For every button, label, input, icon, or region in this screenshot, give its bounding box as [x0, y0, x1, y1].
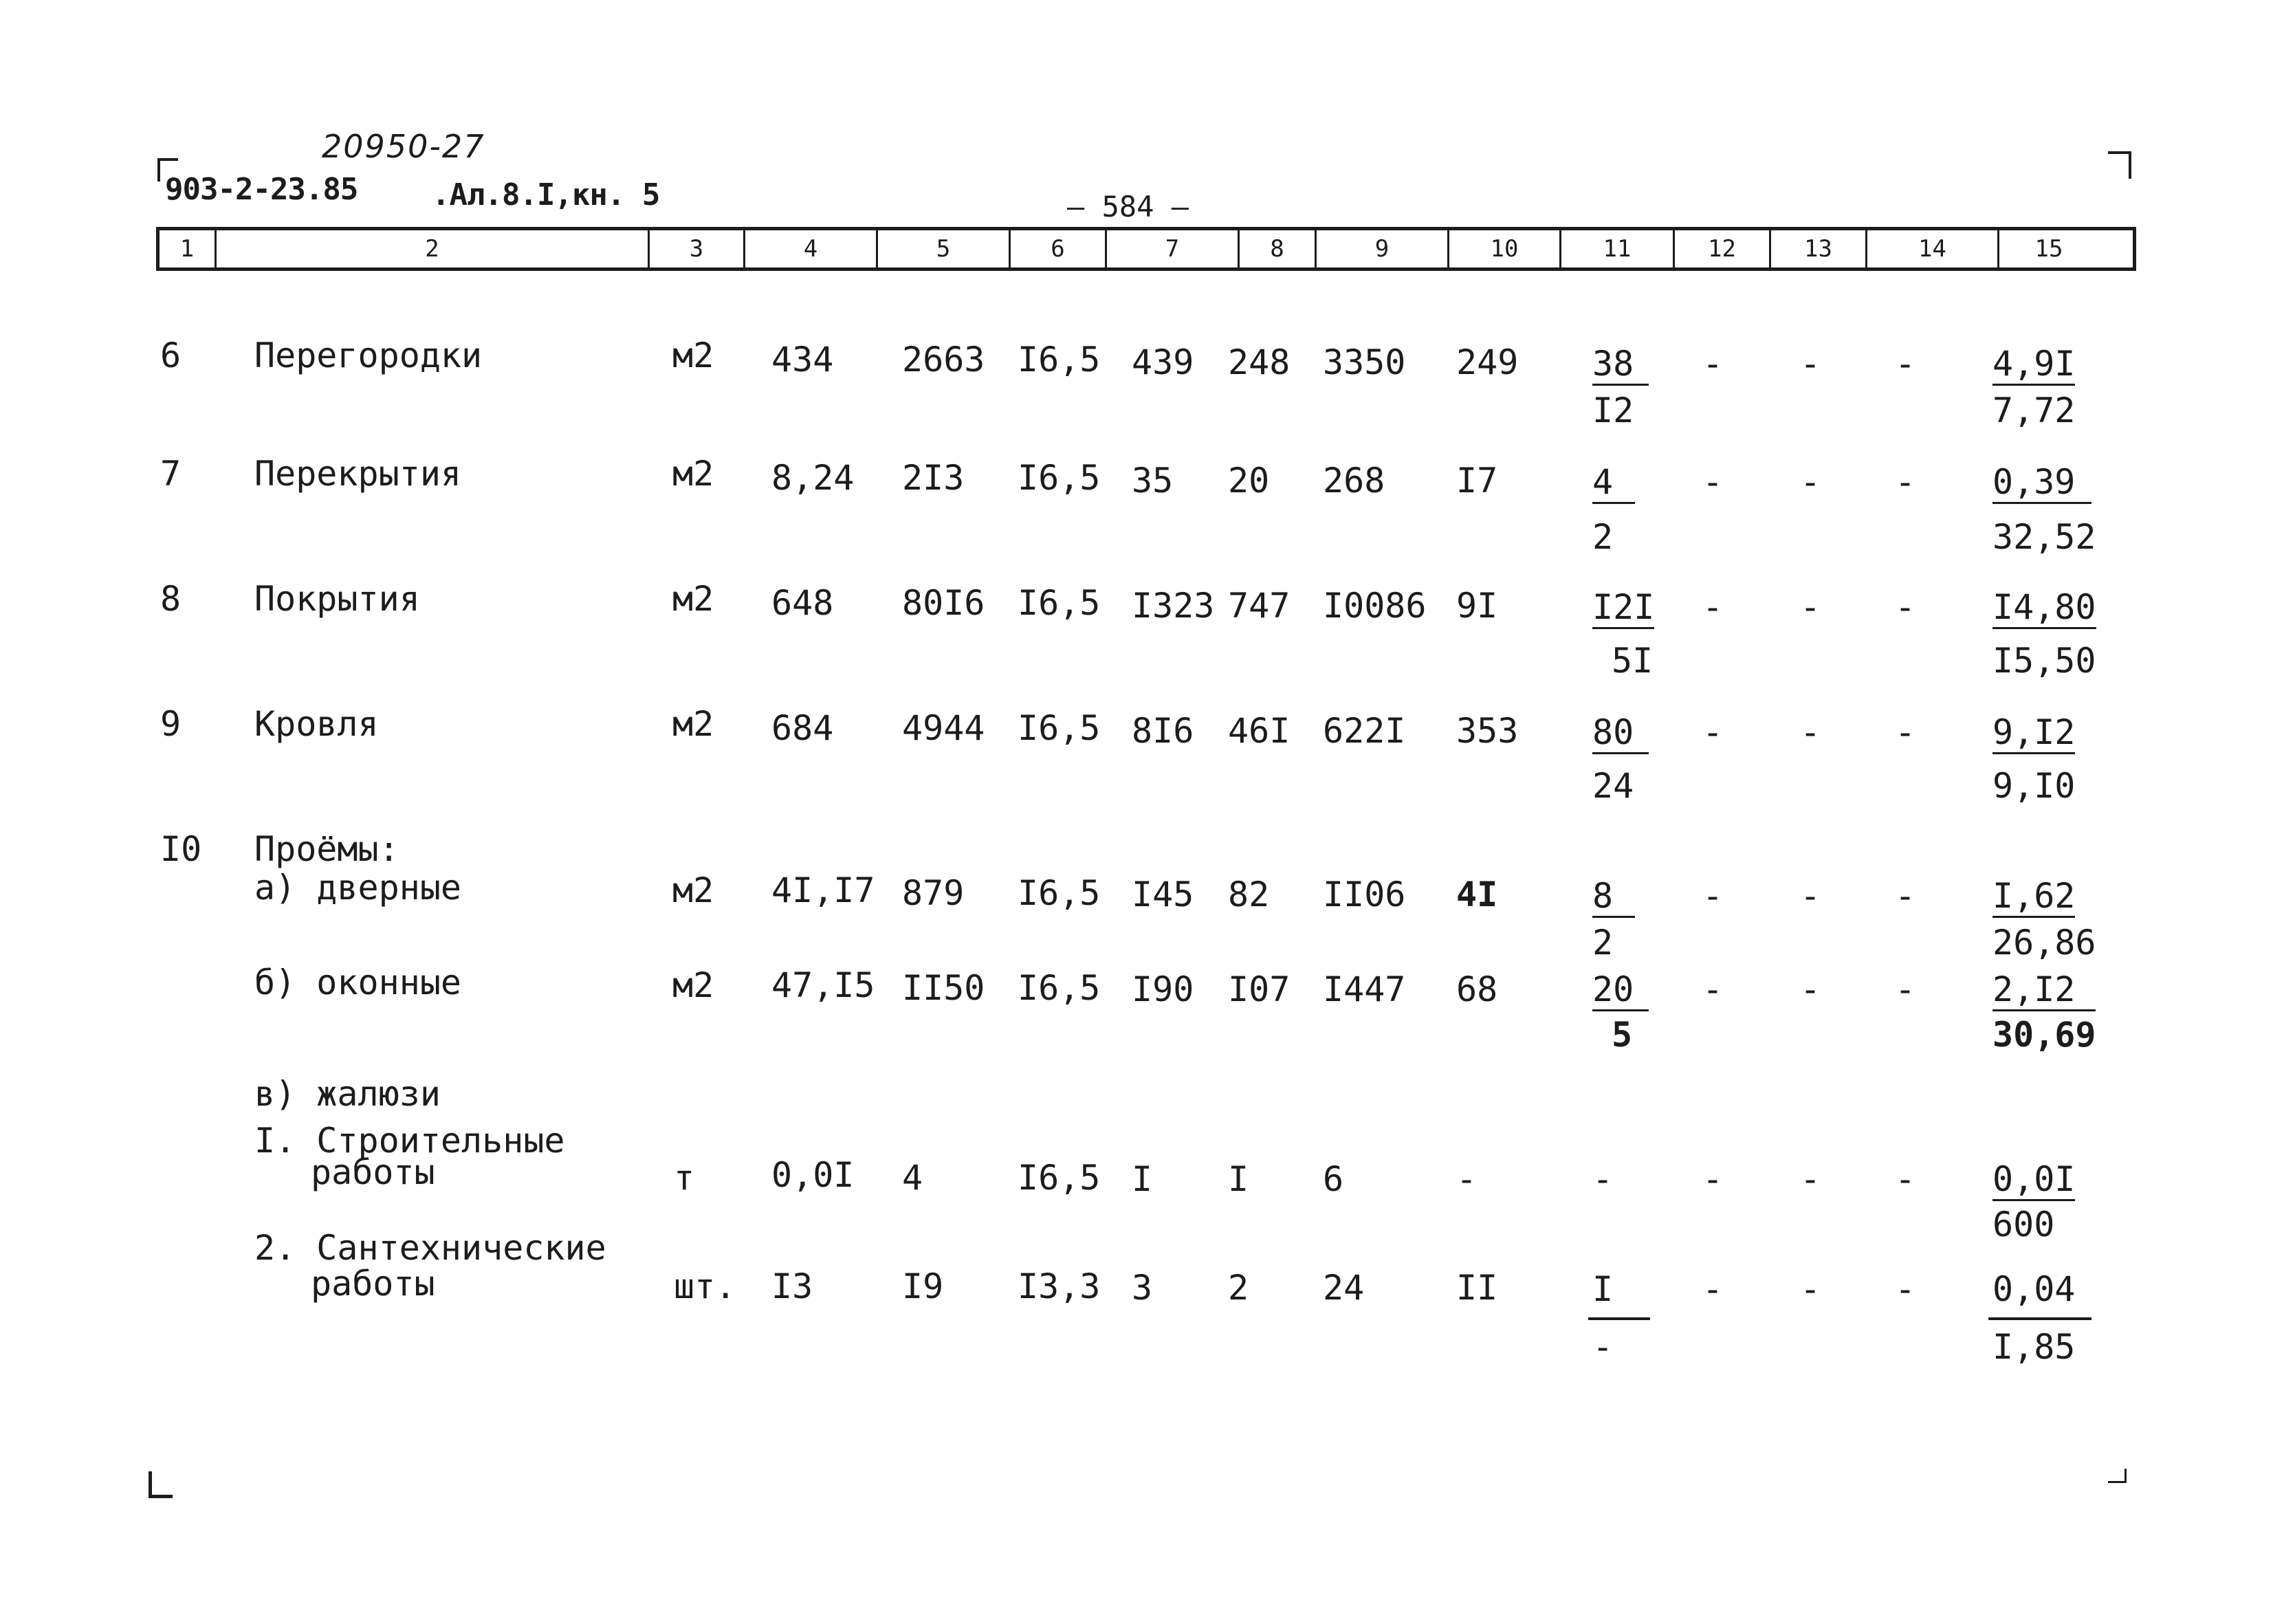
cell-col6: I6,5 — [1018, 1158, 1101, 1198]
cell-col8: 747 — [1228, 586, 1291, 626]
unit: шт. — [674, 1266, 736, 1306]
cell-col14: - — [1895, 969, 1916, 1009]
column-header: 10 — [1449, 230, 1561, 267]
cell-col11-bottom: 24 — [1592, 766, 1634, 806]
column-header: 12 — [1675, 230, 1771, 267]
cell-col4: 648 — [771, 583, 834, 623]
cell-col11-top: 4 — [1592, 462, 1635, 504]
cell-col7: 439 — [1132, 342, 1194, 382]
cell-col9: II06 — [1323, 875, 1406, 914]
cell-col12: - — [1702, 1269, 1724, 1309]
cell-col4: 8,24 — [771, 458, 855, 498]
cell-col7: 35 — [1132, 461, 1174, 501]
cell-col5: 2I3 — [902, 458, 965, 498]
row-number: 9 — [160, 704, 182, 744]
cell-col8: 2 — [1228, 1268, 1249, 1308]
cell-col15-top: 0,39 — [1992, 462, 2091, 504]
unit: м2 — [672, 704, 714, 744]
cell-col12: - — [1702, 969, 1724, 1009]
column-header: 5 — [878, 230, 1011, 267]
cell-col8: I07 — [1228, 969, 1291, 1009]
cell-col11-top: 38 — [1592, 344, 1649, 386]
cell-col11-top: 20 — [1592, 969, 1649, 1011]
cell-col15-top: I4,80 — [1992, 587, 2096, 629]
subitem-name: б) оконные — [254, 963, 462, 1002]
cell-col11-bottom: 2 — [1592, 517, 1614, 557]
cell-col9: I447 — [1323, 969, 1406, 1009]
subitem-name-line2: работы — [311, 1264, 435, 1304]
cell-col13: - — [1800, 969, 1821, 1009]
cell-col8: 82 — [1228, 875, 1270, 914]
cell-col5: 2663 — [902, 340, 985, 380]
cell-col14: - — [1895, 1269, 1916, 1309]
item-name: Перекрытия — [254, 454, 462, 494]
cell-col9: I0086 — [1323, 586, 1427, 626]
corner-mark-bottom-right — [2108, 1469, 2127, 1483]
cell-col11-top: 8 — [1592, 876, 1635, 918]
cell-col7: 3 — [1132, 1268, 1153, 1308]
cell-col15-top: I,62 — [1992, 876, 2075, 918]
subitem-name-line1: 2. Сантехнические — [254, 1228, 606, 1268]
column-header: 15 — [2034, 235, 2063, 263]
cell-col7: I323 — [1132, 586, 1215, 626]
column-header: 2 — [217, 230, 650, 267]
unit: м2 — [672, 336, 714, 375]
cell-col12: - — [1702, 587, 1724, 627]
corner-mark-bottom-left — [149, 1471, 173, 1498]
cell-col12: - — [1702, 876, 1724, 916]
subitem-name: в) жалюзи — [254, 1074, 441, 1114]
cell-col13: - — [1800, 1269, 1821, 1309]
cell-col15-bottom: I5,50 — [1992, 641, 2096, 681]
document-code: 903-2-23.85 — [165, 172, 358, 207]
cell-col12: - — [1702, 1159, 1724, 1199]
cell-col4: 684 — [771, 708, 834, 748]
cell-col15-bottom: 600 — [1992, 1205, 2055, 1244]
cell-col13: - — [1800, 876, 1821, 916]
cell-col6: I3,3 — [1018, 1266, 1101, 1306]
cell-col14: - — [1895, 876, 1916, 916]
cell-col4: I3 — [771, 1266, 813, 1306]
cell-col14: - — [1895, 344, 1916, 384]
cell-col11-bottom: 2 — [1592, 923, 1614, 963]
unit: м2 — [672, 870, 714, 910]
cell-col11-top: 80 — [1592, 712, 1649, 754]
cell-col13: - — [1800, 462, 1821, 502]
cell-col6: I6,5 — [1018, 708, 1101, 748]
cell-col8: 248 — [1228, 342, 1291, 382]
cell-col9: 622I — [1323, 711, 1406, 751]
item-name: Покрытия — [254, 579, 420, 619]
cell-col6: I6,5 — [1018, 458, 1101, 498]
cell-col8: 20 — [1228, 461, 1270, 501]
cell-col11-top: I — [1592, 1269, 1614, 1309]
cell-col10: - — [1456, 1159, 1478, 1199]
cell-col6: I6,5 — [1018, 340, 1101, 380]
cell-col4: 0,0I — [771, 1155, 855, 1195]
cell-col5: 4 — [902, 1158, 923, 1198]
cell-col9: 24 — [1323, 1268, 1365, 1308]
cell-col15-bottom: 26,86 — [1992, 923, 2096, 963]
cell-col11-bottom: 5 — [1612, 1015, 1633, 1055]
cell-col10: 4I — [1456, 875, 1498, 914]
cell-col15-bottom: 32,52 — [1992, 517, 2096, 557]
cell-col12: - — [1702, 344, 1724, 384]
corner-mark-top-right — [2108, 151, 2131, 179]
cell-col10: 249 — [1456, 342, 1519, 382]
cell-col5: II50 — [902, 968, 985, 1008]
subitem-name-line2: работы — [311, 1152, 435, 1192]
item-name: Перегородки — [254, 336, 483, 375]
cell-col14: - — [1895, 712, 1916, 752]
cell-col7: 8I6 — [1132, 711, 1194, 751]
row-number: 8 — [160, 579, 182, 619]
cell-col14: - — [1895, 1159, 1916, 1199]
cell-col8: 46I — [1228, 711, 1291, 751]
cell-col15-bottom: 30,69 — [1992, 1015, 2096, 1055]
cell-col6: I6,5 — [1018, 583, 1101, 623]
cell-col13: - — [1800, 344, 1821, 384]
cell-col7: I — [1132, 1159, 1153, 1199]
column-header: 4 — [745, 230, 878, 267]
column-header: 3 — [650, 230, 745, 267]
column-header: 9 — [1317, 230, 1449, 267]
fraction-line — [1588, 1317, 1650, 1320]
column-header: 7 — [1107, 230, 1240, 267]
column-header: 14 — [1867, 230, 1999, 267]
cell-col5: 4944 — [902, 708, 985, 748]
cell-col15-top: 2,I2 — [1992, 969, 2096, 1011]
cell-col15-top: 0,04 — [1992, 1269, 2076, 1309]
cell-col10: I7 — [1456, 461, 1498, 501]
cell-col10: 9I — [1456, 586, 1498, 626]
column-header: 8 — [1240, 230, 1317, 267]
cell-col6: I6,5 — [1018, 873, 1101, 913]
cell-col15-top: 4,9I — [1992, 344, 2075, 386]
column-header: 13 — [1771, 230, 1867, 267]
unit: м2 — [672, 454, 714, 494]
cell-col15-bottom: I,85 — [1992, 1327, 2076, 1367]
cell-col8: I — [1228, 1159, 1249, 1199]
cell-col11-bottom: 5I — [1612, 641, 1654, 681]
item-name: Проёмы: — [254, 829, 399, 869]
unit: м2 — [672, 579, 714, 619]
archive-number: 20950-27 — [322, 128, 485, 165]
cell-col15-top: 9,I2 — [1992, 712, 2075, 754]
cell-col12: - — [1702, 462, 1724, 502]
column-header: 1 — [160, 230, 217, 267]
cell-col5: I9 — [902, 1266, 944, 1306]
cell-col11-bottom: I2 — [1592, 391, 1634, 430]
unit: т — [674, 1158, 695, 1198]
cell-col15-top: 0,0I — [1992, 1159, 2075, 1201]
cell-col9: 268 — [1323, 461, 1385, 501]
column-header-row — [156, 227, 2136, 271]
cell-col4: 434 — [771, 340, 834, 380]
cell-col6: I6,5 — [1018, 968, 1101, 1008]
page-number: — 584 — — [1067, 190, 1189, 223]
cell-col4: 4I,I7 — [771, 870, 875, 910]
item-name: Кровля — [254, 704, 379, 744]
row-number: 7 — [160, 454, 182, 494]
fraction-line — [1988, 1317, 2091, 1320]
cell-col13: - — [1800, 1159, 1821, 1199]
cell-col15-bottom: 9,I0 — [1992, 766, 2076, 806]
cell-col5: 80I6 — [902, 583, 985, 623]
cell-col7: I45 — [1132, 875, 1194, 914]
cell-col9: 6 — [1323, 1159, 1344, 1199]
subitem-name-line1: I. Строительные — [254, 1121, 565, 1161]
cell-col5: 879 — [902, 873, 965, 913]
cell-col15-bottom: 7,72 — [1992, 391, 2076, 430]
subitem-name: а) дверные — [254, 868, 462, 908]
cell-col11-bottom: - — [1592, 1327, 1614, 1367]
cell-col10: 353 — [1456, 711, 1519, 751]
cell-col13: - — [1800, 587, 1821, 627]
cell-col9: 3350 — [1323, 342, 1406, 382]
cell-col14: - — [1895, 587, 1916, 627]
column-header: 11 — [1561, 230, 1675, 267]
cell-col11-top: I2I — [1592, 587, 1654, 629]
cell-col10: 68 — [1456, 969, 1498, 1009]
cell-col14: - — [1895, 462, 1916, 502]
row-number: 6 — [160, 336, 182, 375]
row-number: I0 — [160, 829, 202, 869]
cell-col11: - — [1592, 1159, 1614, 1199]
album-reference: .Ал.8.I,кн. 5 — [432, 177, 660, 212]
unit: м2 — [672, 965, 714, 1005]
column-header: 6 — [1011, 230, 1107, 267]
cell-col10: II — [1456, 1268, 1498, 1308]
cell-col13: - — [1800, 712, 1821, 752]
cell-col4: 47,I5 — [771, 965, 875, 1005]
cell-col7: I90 — [1132, 969, 1194, 1009]
cell-col12: - — [1702, 712, 1724, 752]
